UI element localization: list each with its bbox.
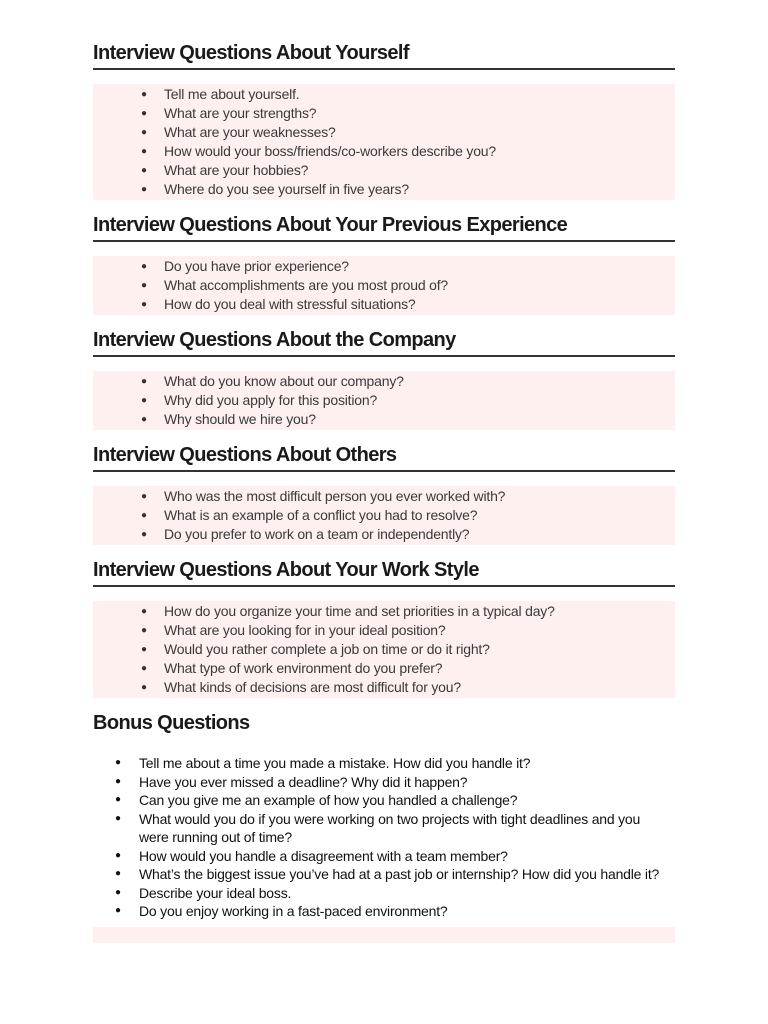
document-page (93, 40, 675, 921)
question-list (93, 487, 675, 544)
list-item (93, 847, 675, 866)
question-text: Describe your ideal boss. (139, 884, 292, 901)
question-text: Where do you see yourself in five years? (164, 181, 409, 197)
question-text: What accomplishments are you most proud of? (164, 277, 448, 293)
bullet-icon: ● (141, 127, 147, 138)
question-list (93, 372, 675, 429)
list-item (93, 621, 675, 640)
question-sections (93, 40, 675, 698)
list-item (93, 506, 675, 525)
question-text: How do you deal with stressful situations? (164, 296, 416, 312)
bullet-icon: ● (141, 165, 147, 176)
bullet-icon: ● (141, 108, 147, 119)
list-item (93, 410, 675, 429)
bullet-icon: ● (115, 868, 121, 879)
question-section (93, 327, 675, 430)
bullet-icon: ● (115, 775, 121, 787)
question-text: What are your hobbies? (164, 162, 309, 178)
list-item (93, 678, 675, 697)
list-item (93, 525, 675, 544)
list-item (93, 85, 675, 104)
question-text: What type of work environment do you prefer? (164, 660, 443, 676)
list-item (93, 810, 675, 847)
list-item (93, 142, 675, 161)
question-section (93, 442, 675, 545)
bullet-icon: ● (115, 905, 121, 916)
section-heading: Interview Questions About Others (93, 442, 675, 472)
list-item (93, 773, 675, 792)
question-text: Do you prefer to work on a team or independently? (164, 526, 470, 542)
list-item (93, 487, 675, 506)
question-section (93, 40, 675, 200)
question-text: What do you know about our company? (164, 373, 404, 389)
list-item (93, 257, 675, 276)
bullet-icon: ● (115, 794, 121, 805)
question-text: What would you do if you were working on two projects with tight deadlines and you were running out of time? (139, 810, 641, 845)
question-text: How would your boss/friends/co-workers describe you? (164, 143, 496, 159)
question-block (93, 486, 675, 545)
bullet-icon: ● (141, 644, 147, 655)
list-item (93, 884, 675, 903)
question-text: Do you have prior experience? (164, 258, 349, 274)
question-block (93, 601, 675, 698)
question-text: Would you rather complete a job on time or do it right? (164, 641, 490, 657)
bullet-icon: ● (141, 510, 147, 521)
section-heading: Interview Questions About Yourself (93, 40, 675, 70)
bullet-icon: ● (141, 89, 147, 100)
question-block (93, 84, 675, 200)
bullet-icon: ● (141, 529, 147, 540)
question-list (93, 257, 675, 314)
list-item (93, 391, 675, 410)
bullet-icon: ● (115, 886, 121, 898)
question-text: Do you enjoy working in a fast-paced environment? (139, 903, 448, 919)
question-text: Have you ever missed a deadline? Why did it happen? (139, 773, 468, 790)
section-heading: Interview Questions About Your Work Style (93, 557, 675, 587)
list-item (93, 180, 675, 199)
question-text: Tell me about yourself. (164, 86, 300, 102)
list-item (93, 295, 675, 314)
list-item (93, 161, 675, 180)
question-text: What are your strengths? (164, 105, 317, 121)
question-text: Why did you apply for this position? (164, 392, 378, 408)
bullet-icon: ● (141, 414, 147, 425)
question-text: Why should we hire you? (164, 411, 316, 427)
bullet-icon: ● (141, 491, 147, 502)
bullet-icon: ● (141, 261, 147, 272)
question-text: What’s the biggest issue you’ve had at a past job or internship? How did you handle it? (139, 866, 660, 882)
list-item (93, 902, 675, 921)
list-item (93, 276, 675, 295)
bullet-icon: ● (141, 395, 147, 406)
list-item (93, 104, 675, 123)
question-text: What are your weaknesses? (164, 124, 336, 140)
question-section (93, 212, 675, 315)
bullet-icon: ● (141, 682, 147, 693)
question-section (93, 557, 675, 698)
bullet-icon: ● (141, 663, 147, 674)
list-item (93, 640, 675, 659)
question-text: What kinds of decisions are most difficult for you? (164, 679, 461, 695)
list-item (93, 602, 675, 621)
section-heading: Interview Questions About the Company (93, 327, 675, 357)
list-item (93, 791, 675, 810)
list-item (93, 372, 675, 391)
footer-highlight-band (93, 927, 675, 943)
list-item (93, 659, 675, 678)
bullet-icon: ● (141, 606, 147, 617)
bullet-icon: ● (141, 146, 147, 157)
list-item (93, 123, 675, 142)
question-text: What are you looking for in your ideal position? (164, 622, 446, 638)
bullet-icon: ● (141, 299, 147, 310)
question-list (93, 602, 675, 697)
bullet-icon: ● (115, 849, 121, 861)
question-text: Tell me about a time you made a mistake. How did you handle it? (139, 755, 531, 771)
question-list (93, 85, 675, 199)
question-text: How would you handle a disagreement with a team member? (139, 847, 508, 864)
bullet-icon: ● (141, 625, 147, 636)
bullet-icon: ● (115, 757, 121, 768)
list-item (93, 754, 675, 773)
question-text: What is an example of a conflict you had to resolve? (164, 507, 478, 523)
bullet-icon: ● (115, 812, 121, 824)
bonus-heading: Bonus Questions (93, 712, 250, 734)
question-block (93, 256, 675, 315)
bonus-question-list (93, 754, 675, 921)
question-text: Who was the most difficult person you ever worked with? (164, 488, 506, 504)
question-block (93, 371, 675, 430)
question-text: How do you organize your time and set priorities in a typical day? (164, 603, 555, 619)
bullet-icon: ● (141, 280, 147, 291)
bullet-icon: ● (141, 376, 147, 387)
list-item (93, 865, 675, 884)
question-text: Can you give me an example of how you handled a challenge? (139, 792, 518, 808)
bullet-icon: ● (141, 184, 147, 195)
section-heading: Interview Questions About Your Previous Experience (93, 212, 675, 242)
